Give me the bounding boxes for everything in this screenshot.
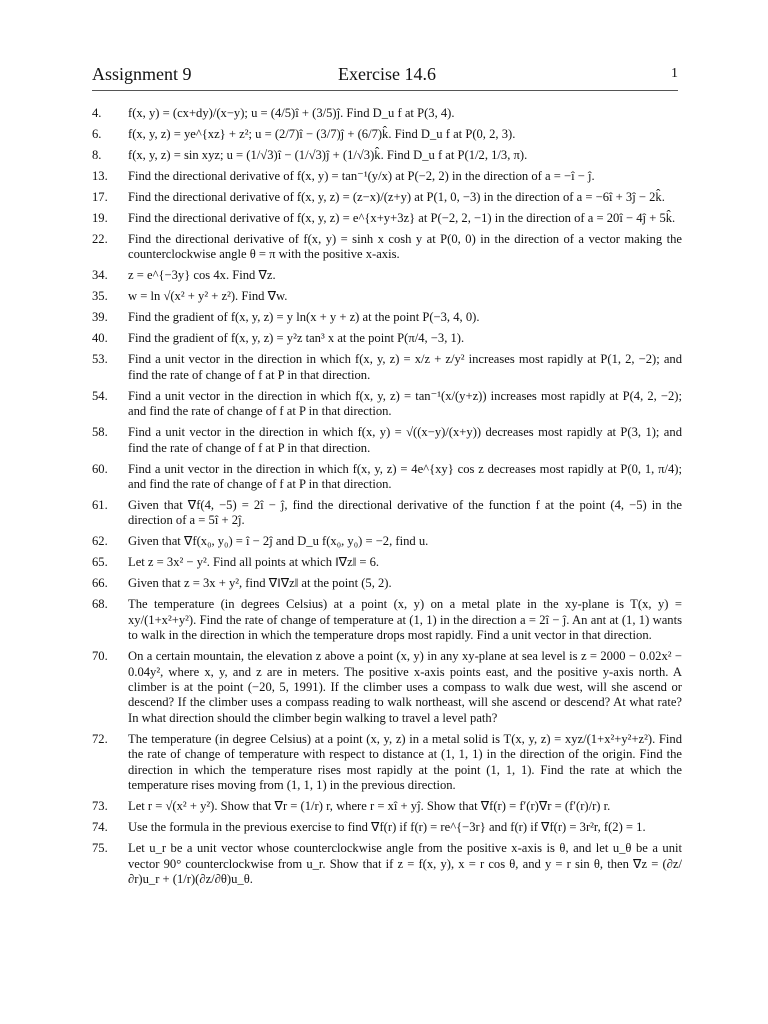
problem-number: 53. (92, 352, 108, 367)
problem-item (92, 534, 682, 549)
problem-number: 17. (92, 190, 108, 204)
problem-item (92, 498, 682, 529)
problem-number: 62. (92, 534, 108, 549)
problem-number: 39. (92, 310, 108, 325)
problem-text: Find a unit vector in the direction in which f(x, y, z) = tan⁻¹(x/(y+z)) increases most rapidly at P(4, 2, −2); and find the rate of change of f at P in that direction. (128, 388, 682, 419)
problem-text: f(x, y, z) = ye^{xz} + z²; u = (2/7)î − (3/7)ĵ + (6/7)k̂. Find D_u f at P(0, 2, 3). (128, 127, 516, 141)
problem-list (92, 106, 682, 893)
problem-item (92, 841, 682, 887)
problem-text: The temperature (in degree Celsius) at a point (x, y, z) in a metal solid is T(x, y, z) = xyz/(1+x²+y²+z²). Find the rate of change of temperature with respect to distance at (1, 1, 1) in the direction of the origin. Find the direction in which the temperature rises most rapidly at the point (1, 1, 1). Find the rate at which the temperature rises moving from (1, 1, 1) in the previous direction. (128, 731, 682, 793)
problem-item (92, 597, 682, 643)
problem-text: w = ln √(x² + y² + z²). Find ∇w. (128, 289, 288, 304)
assignment-title: Assignment 9 (92, 64, 192, 84)
problem-text: Find the directional derivative of f(x, y, z) = (z−x)/(z+y) at P(1, 0, −3) in the direction of a = −6î + 3ĵ − 2k̂. (128, 190, 665, 204)
problem-item (92, 310, 682, 325)
problem-item (92, 649, 682, 726)
problem-number: 8. (92, 148, 102, 162)
problem-text: On a certain mountain, the elevation z above a point (x, y) in any xy-plane at sea level is z = 2000 − 0.02x² − 0.04y², where x, y, and z are in meters. The positive x-axis points east, and the positive y-axis north. A climber is at the point (−20, 5, 1991). If the climber uses a compass to walk due west, will she ascend or descend? If the climber uses a compass reading to walk northeast, will she ascend or descend? At what rate? In what direction should the climber begin walking to travel a level path? (128, 649, 682, 725)
problem-number: 22. (92, 232, 108, 246)
problem-text: Find a unit vector in the direction in which f(x, y, z) = x/z + z/y² increases most rapidly at P(1, 2, −2); and find the rate of change of f at P in that direction. (128, 352, 682, 382)
problem-text: Let u_r be a unit vector whose counterclockwise angle from the positive x-axis is θ, and let u_θ be a unit vector 90° counterclockwise from u_r. Show that if z = f(x, y), x = r cos θ, and y = r sin θ, then ∇z = (∂z/∂r)u_r + (1/r)(∂z/∂θ)u_θ. (128, 841, 682, 886)
problem-text: Given that ∇f(x₀, y₀) = î − 2ĵ and D_u f(x₀, y₀) = −2, find u. (128, 534, 429, 549)
problem-number: 35. (92, 289, 108, 304)
problem-item (92, 576, 682, 591)
problem-number: 6. (92, 127, 102, 141)
problem-item (92, 268, 682, 283)
problem-text: Use the formula in the previous exercise to find ∇f(r) if f(r) = re^{−3r} and f(r) if ∇f(r) = 3r²r, f(2) = 1. (128, 820, 646, 835)
problem-number: 54. (92, 388, 108, 403)
page-header (92, 64, 678, 88)
problem-item (92, 331, 682, 346)
problem-text: z = e^{−3y} cos 4x. Find ∇z. (128, 268, 276, 283)
problem-number: 65. (92, 555, 108, 570)
problem-text: Find the gradient of f(x, y, z) = y ln(x + y + z) at the point P(−3, 4, 0). (128, 310, 480, 325)
problem-item (92, 555, 682, 570)
problem-number: 74. (92, 820, 108, 835)
problem-text: Find a unit vector in the direction in which f(x, y, z) = 4e^{xy} cos z decreases most rapidly at P(0, 1, π/4); and find the rate of change of f at P in that direction. (128, 461, 682, 492)
page-number: 1 (671, 66, 678, 81)
problem-number: 4. (92, 106, 102, 120)
header-rule (92, 90, 678, 91)
problem-text: f(x, y) = (cx+dy)/(x−y); u = (4/5)î + (3/5)ĵ. Find D_u f at P(3, 4). (128, 106, 455, 120)
problem-item (92, 462, 682, 493)
exercise-title: Exercise 14.6 (338, 64, 436, 84)
problem-text: Find the directional derivative of f(x, y) = sinh x cosh y at P(0, 0) in the direction of a vector making the counterclockwise angle θ = π with the positive x-axis. (128, 232, 682, 262)
problem-item (92, 732, 682, 794)
problem-number: 19. (92, 211, 108, 225)
problem-item (92, 148, 682, 163)
problem-number: 72. (92, 731, 108, 746)
problem-item (92, 106, 682, 121)
problem-item (92, 820, 682, 835)
problem-item (92, 169, 682, 184)
problem-item (92, 127, 682, 142)
problem-text: Let z = 3x² − y². Find all points at which ‖∇z‖ = 6. (128, 555, 380, 570)
problem-number: 68. (92, 597, 108, 612)
problem-number: 13. (92, 169, 108, 183)
problem-text: f(x, y, z) = sin xyz; u = (1/√3)î − (1/√3)ĵ + (1/√3)k̂. Find D_u f at P(1/2, 1/3, π). (128, 148, 528, 162)
problem-item (92, 190, 682, 205)
problem-number: 75. (92, 841, 108, 856)
problem-number: 34. (92, 268, 108, 283)
problem-text: Find a unit vector in the direction in which f(x, y) = √((x−y)/(x+y)) decreases most rapidly at P(3, 1); and find the rate of change of f at P in that direction. (128, 425, 682, 455)
problem-text: Find the gradient of f(x, y, z) = y²z tan³ x at the point P(π/4, −3, 1). (128, 331, 465, 346)
problem-text: Given that z = 3x + y², find ∇‖∇z‖ at the point (5, 2). (128, 576, 392, 591)
problem-item (92, 211, 682, 226)
problem-number: 73. (92, 799, 108, 814)
problem-number: 58. (92, 425, 108, 440)
problem-item (92, 289, 682, 304)
problem-number: 60. (92, 461, 108, 476)
problem-item (92, 352, 682, 383)
problem-text: Let r = √(x² + y²). Show that ∇r = (1/r) r, where r = xî + yĵ. Show that ∇f(r) = f′(r)∇r = (f′(r)/r) r. (128, 799, 611, 814)
problem-number: 40. (92, 331, 108, 346)
problem-item (92, 232, 682, 263)
problem-text: Given that ∇f(4, −5) = 2î − ĵ, find the directional derivative of the function f at the point (4, −5) in the direction of a = 5î + 2ĵ. (128, 498, 682, 528)
problem-text: The temperature (in degrees Celsius) at a point (x, y) on a metal plate in the xy-plane is T(x, y) = xy/(1+x²+y²). Find the rate of change of temperature at (1, 1) in the direction a = 2î − ĵ. An ant at (1, 1) wants to walk in the direction in which the temperature drops most rapidly. Find a unit vector in that direction. (128, 597, 682, 643)
problem-number: 66. (92, 576, 108, 591)
problem-item (92, 799, 682, 814)
problem-item (92, 425, 682, 456)
problem-number: 70. (92, 649, 108, 664)
problem-text: Find the directional derivative of f(x, y) = tan⁻¹(y/x) at P(−2, 2) in the direction of a = −î − ĵ. (128, 169, 595, 183)
problem-number: 61. (92, 498, 108, 513)
problem-text: Find the directional derivative of f(x, y, z) = e^{x+y+3z} at P(−2, 2, −1) in the direction of a = 20î − 4ĵ + 5k̂. (128, 211, 676, 225)
problem-item (92, 389, 682, 420)
